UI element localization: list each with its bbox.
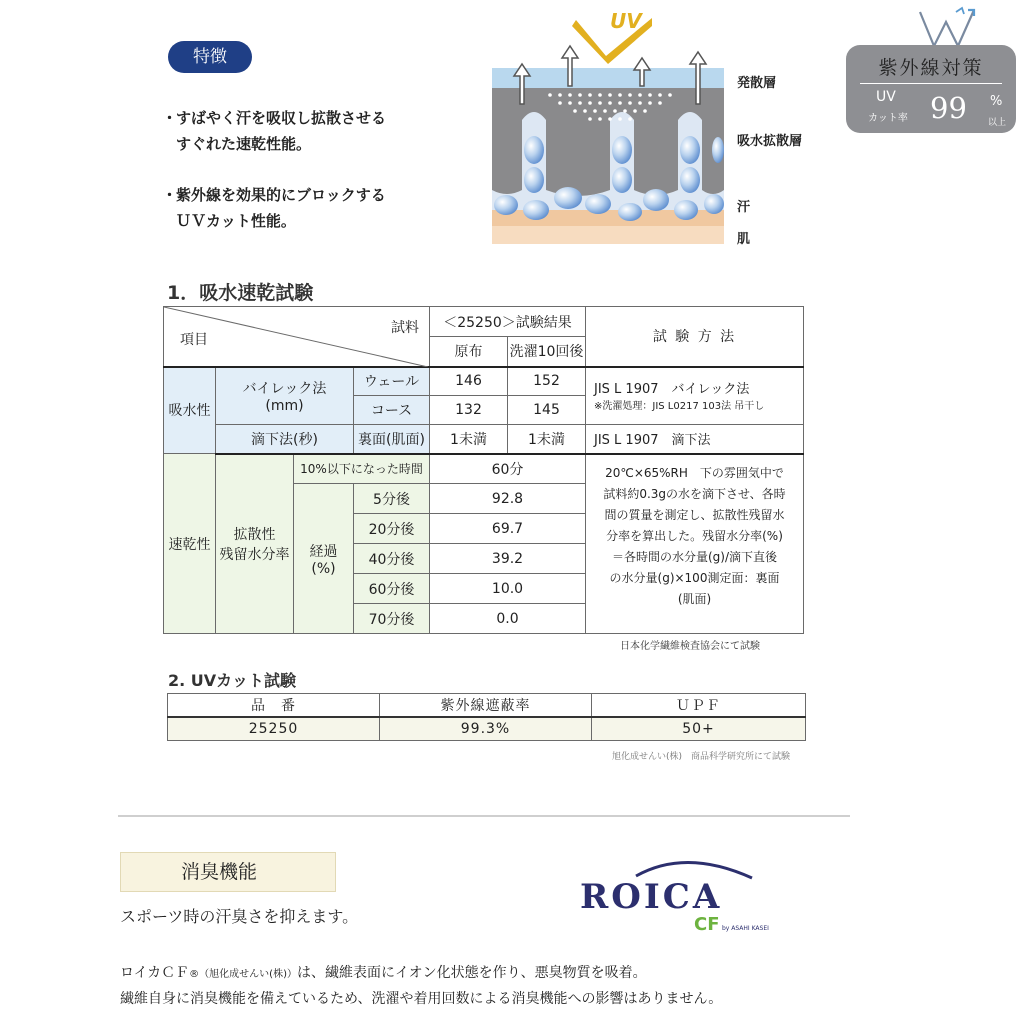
fabric-layer-diagram bbox=[480, 0, 730, 250]
diffusion-label: 拡散性 bbox=[233, 526, 276, 543]
course-washed: 145 bbox=[508, 396, 586, 425]
time-value: 69.7 bbox=[430, 514, 586, 544]
uv-badge-percent: % bbox=[990, 94, 1003, 109]
feature-item-uv-cut bbox=[162, 182, 386, 234]
uv-header-product: 品 番 bbox=[168, 694, 380, 718]
diagram-label-sweat: 汗 bbox=[737, 200, 751, 215]
feature-line: すぐれた速乾性能。 bbox=[176, 135, 312, 153]
uv-badge-divider bbox=[860, 83, 1002, 84]
header-method: 試 験 方 法 bbox=[586, 307, 804, 367]
below10-value: 60分 bbox=[430, 454, 586, 484]
byreck-method-cell bbox=[216, 367, 354, 425]
elapsed-unit: (%) bbox=[311, 560, 336, 577]
deodorant-desc-line2: 繊維自身に消臭機能を備えているため、洗濯や着用回数による消臭機能への影響はありません。 bbox=[120, 991, 723, 1007]
deodorant-desc-line1 bbox=[120, 962, 647, 982]
course-label: コース bbox=[354, 396, 430, 425]
deodorant-subtitle: スポーツ時の汗臭さを抑えます。 bbox=[120, 907, 359, 926]
table-row bbox=[168, 717, 806, 741]
drop-method-label: 滴下法(秒) bbox=[216, 425, 354, 454]
method-byreck-cell bbox=[586, 367, 804, 425]
uv-shield-rate: 99.3% bbox=[380, 717, 592, 741]
header-original: 原布 bbox=[430, 337, 508, 367]
uv-header-upf: ＵＰＦ bbox=[592, 694, 806, 718]
uv-upf-value: 50+ bbox=[592, 717, 806, 741]
note-line: の水分量(g)×100測定面：裏面 bbox=[609, 570, 780, 585]
method-drop: JIS L 1907 滴下法 bbox=[586, 425, 804, 454]
method-byreck-note: ※洗濯処理：JIS L0217 103法 吊干し bbox=[594, 401, 765, 413]
roica-cf-maker: ®（旭化成せんい(株)） bbox=[189, 969, 297, 980]
time-value: 92.8 bbox=[430, 484, 586, 514]
byreck-label: バイレック法 bbox=[242, 380, 327, 397]
deodorant-title-box bbox=[120, 852, 336, 892]
roica-by: by ASAHI KASEI bbox=[722, 925, 769, 932]
header-item: 項目 bbox=[180, 332, 208, 348]
time-value: 39.2 bbox=[430, 544, 586, 574]
diagram-label-absorption: 吸水拡散層 bbox=[737, 134, 803, 149]
course-original: 132 bbox=[430, 396, 508, 425]
elapsed-cell bbox=[294, 484, 354, 634]
roica-cf-logo bbox=[576, 856, 784, 940]
drop-washed: 1未満 bbox=[508, 425, 586, 454]
uv-badge-title: 紫外線対策 bbox=[878, 57, 984, 79]
residual-label: 残留水分率 bbox=[219, 546, 290, 563]
uv-table-header-row bbox=[168, 694, 806, 718]
feature-bullet: ・ bbox=[162, 186, 178, 204]
time-label: 60分後 bbox=[354, 574, 430, 604]
uv-cut-badge bbox=[846, 45, 1016, 133]
time-label: 5分後 bbox=[354, 484, 430, 514]
note-line: 20℃×65%RH 下の雰囲気中で bbox=[605, 465, 784, 480]
roica-cf: CF bbox=[694, 914, 720, 935]
header-item-sample-cell bbox=[164, 307, 430, 367]
uv-header-shield-rate: 紫外線遮蔽率 bbox=[380, 694, 592, 718]
roica-cf-name: ロイカＣＦ bbox=[120, 965, 190, 981]
note-line: 分率を算出した。残留水分率(%) bbox=[606, 528, 783, 543]
deodorant-desc-text: は、繊維表面にイオン化状態を作り、悪臭物質を吸着。 bbox=[296, 965, 647, 981]
absorption-drying-table bbox=[163, 306, 804, 634]
time-value: 0.0 bbox=[430, 604, 586, 634]
note-line: 間の質量を測定し、拡散性残留水 bbox=[604, 507, 785, 522]
diagram-label-evaporation: 発散層 bbox=[737, 76, 777, 91]
drop-original: 1未満 bbox=[430, 425, 508, 454]
section-divider bbox=[118, 815, 850, 817]
feature-item-quick-dry bbox=[162, 105, 386, 157]
category-dry: 速乾性 bbox=[164, 454, 216, 634]
roica-wordmark: ROICA bbox=[580, 877, 723, 917]
note-line: (肌面) bbox=[677, 591, 712, 606]
uv-cut-table bbox=[167, 693, 806, 741]
test1-source: 日本化学繊維検査協会にて試験 bbox=[620, 641, 760, 652]
category-absorb: 吸水性 bbox=[164, 367, 216, 454]
test2-title: 2. UVカット試験 bbox=[168, 671, 296, 690]
header-washed: 洗濯10回後 bbox=[508, 337, 586, 367]
brand-logo-icon bbox=[918, 6, 976, 50]
time-label: 70分後 bbox=[354, 604, 430, 634]
diffusion-cell bbox=[216, 454, 294, 634]
uv-product-number: 25250 bbox=[168, 717, 380, 741]
feature-bullet: ・ bbox=[162, 109, 178, 127]
test2-source: 旭化成せんい(株) 商品科学研究所にて試験 bbox=[612, 752, 791, 762]
note-line: 試料約0.3gの水を滴下させ、各時 bbox=[603, 486, 786, 501]
wale-label: ウェール bbox=[354, 367, 430, 396]
diagram-label-skin: 肌 bbox=[737, 232, 751, 247]
uv-label-text: UV bbox=[610, 9, 642, 33]
elapsed-label: 経過 bbox=[309, 543, 338, 560]
method-byreck: JIS L 1907 バイレック法 bbox=[594, 382, 750, 398]
note-line: ＝各時間の水分量(g)/滴下直後 bbox=[611, 549, 778, 564]
wale-washed: 152 bbox=[508, 367, 586, 396]
feature-line: 紫外線を効果的にブロックする bbox=[176, 186, 386, 204]
feature-line: すばやく汗を吸収し拡散させる bbox=[176, 109, 387, 127]
test1-title: 1．吸水速乾試験 bbox=[167, 282, 314, 304]
time-label: 20分後 bbox=[354, 514, 430, 544]
byreck-unit: (mm) bbox=[265, 397, 304, 414]
drop-side: 裏面(肌面) bbox=[354, 425, 430, 454]
uv-badge-over: 以上 bbox=[988, 118, 1007, 128]
time-value: 10.0 bbox=[430, 574, 586, 604]
dry-method-note bbox=[586, 454, 804, 634]
header-sample: 試料 bbox=[391, 320, 419, 336]
below10-label: 10%以下になった時間 bbox=[294, 454, 430, 484]
time-label: 40分後 bbox=[354, 544, 430, 574]
feature-line: ＵＶカット性能。 bbox=[176, 212, 296, 230]
wale-original: 146 bbox=[430, 367, 508, 396]
uv-badge-cut-rate: カット率 bbox=[868, 113, 908, 124]
uv-badge-value: 99 bbox=[930, 91, 967, 125]
header-result: ＜25250＞試験結果 bbox=[430, 307, 586, 337]
deodorant-title: 消臭機能 bbox=[181, 861, 258, 883]
features-badge: 特徴 bbox=[168, 41, 252, 73]
uv-badge-uv: UV bbox=[876, 89, 896, 105]
